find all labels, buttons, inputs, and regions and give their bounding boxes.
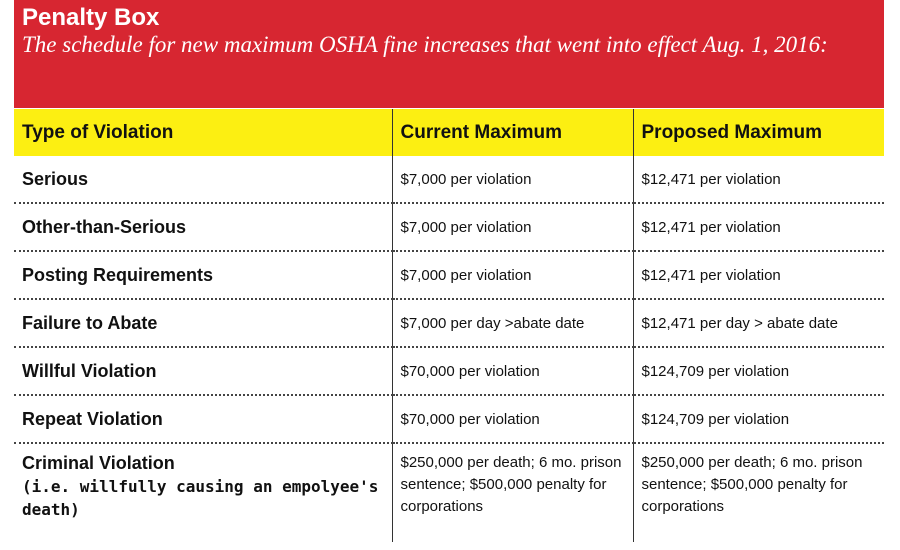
table-row bbox=[14, 299, 884, 347]
table-row bbox=[14, 203, 884, 251]
violation-type: Other-than-Serious bbox=[14, 203, 392, 251]
column-header-type: Type of Violation bbox=[14, 109, 392, 156]
table-row bbox=[14, 156, 884, 203]
page-subtitle: The schedule for new maximum OSHA fine increases that went into effect Aug. 1, 2016: bbox=[22, 32, 828, 57]
table-header-row bbox=[14, 109, 884, 156]
current-maximum: $7,000 per violation bbox=[392, 251, 633, 299]
header-banner bbox=[14, 0, 884, 108]
proposed-maximum: $124,709 per violation bbox=[633, 395, 884, 443]
violation-type: Serious bbox=[14, 156, 392, 203]
current-maximum: $70,000 per violation bbox=[392, 395, 633, 443]
column-header-current: Current Maximum bbox=[392, 109, 633, 156]
proposed-maximum: $12,471 per violation bbox=[633, 203, 884, 251]
violation-type: Failure to Abate bbox=[14, 299, 392, 347]
violation-type: Posting Requirements bbox=[14, 251, 392, 299]
table-row bbox=[14, 251, 884, 299]
proposed-maximum: $124,709 per violation bbox=[633, 347, 884, 395]
current-maximum: $7,000 per violation bbox=[392, 156, 633, 203]
violation-type: Repeat Violation bbox=[14, 395, 392, 443]
proposed-maximum: $12,471 per day > abate date bbox=[633, 299, 884, 347]
column-header-proposed: Proposed Maximum bbox=[633, 109, 884, 156]
violation-type-cell bbox=[14, 443, 392, 542]
violation-type-note: (i.e. willfully causing an empolyee's death) bbox=[22, 477, 379, 519]
current-maximum: $70,000 per violation bbox=[392, 347, 633, 395]
proposed-maximum: $12,471 per violation bbox=[633, 156, 884, 203]
table-row bbox=[14, 347, 884, 395]
current-maximum: $250,000 per death; 6 mo. prison sentence; $500,000 penalty for corporations bbox=[392, 443, 633, 542]
table-row bbox=[14, 395, 884, 443]
page-title: Penalty Box bbox=[22, 4, 160, 31]
current-maximum: $7,000 per violation bbox=[392, 203, 633, 251]
penalty-table bbox=[14, 109, 884, 542]
table-row bbox=[14, 443, 884, 542]
proposed-maximum: $12,471 per violation bbox=[633, 251, 884, 299]
current-maximum: $7,000 per day >abate date bbox=[392, 299, 633, 347]
violation-type: Willful Violation bbox=[14, 347, 392, 395]
violation-type: Criminal Violation bbox=[22, 453, 175, 473]
proposed-maximum: $250,000 per death; 6 mo. prison sentence; $500,000 penalty for corporations bbox=[633, 443, 884, 542]
